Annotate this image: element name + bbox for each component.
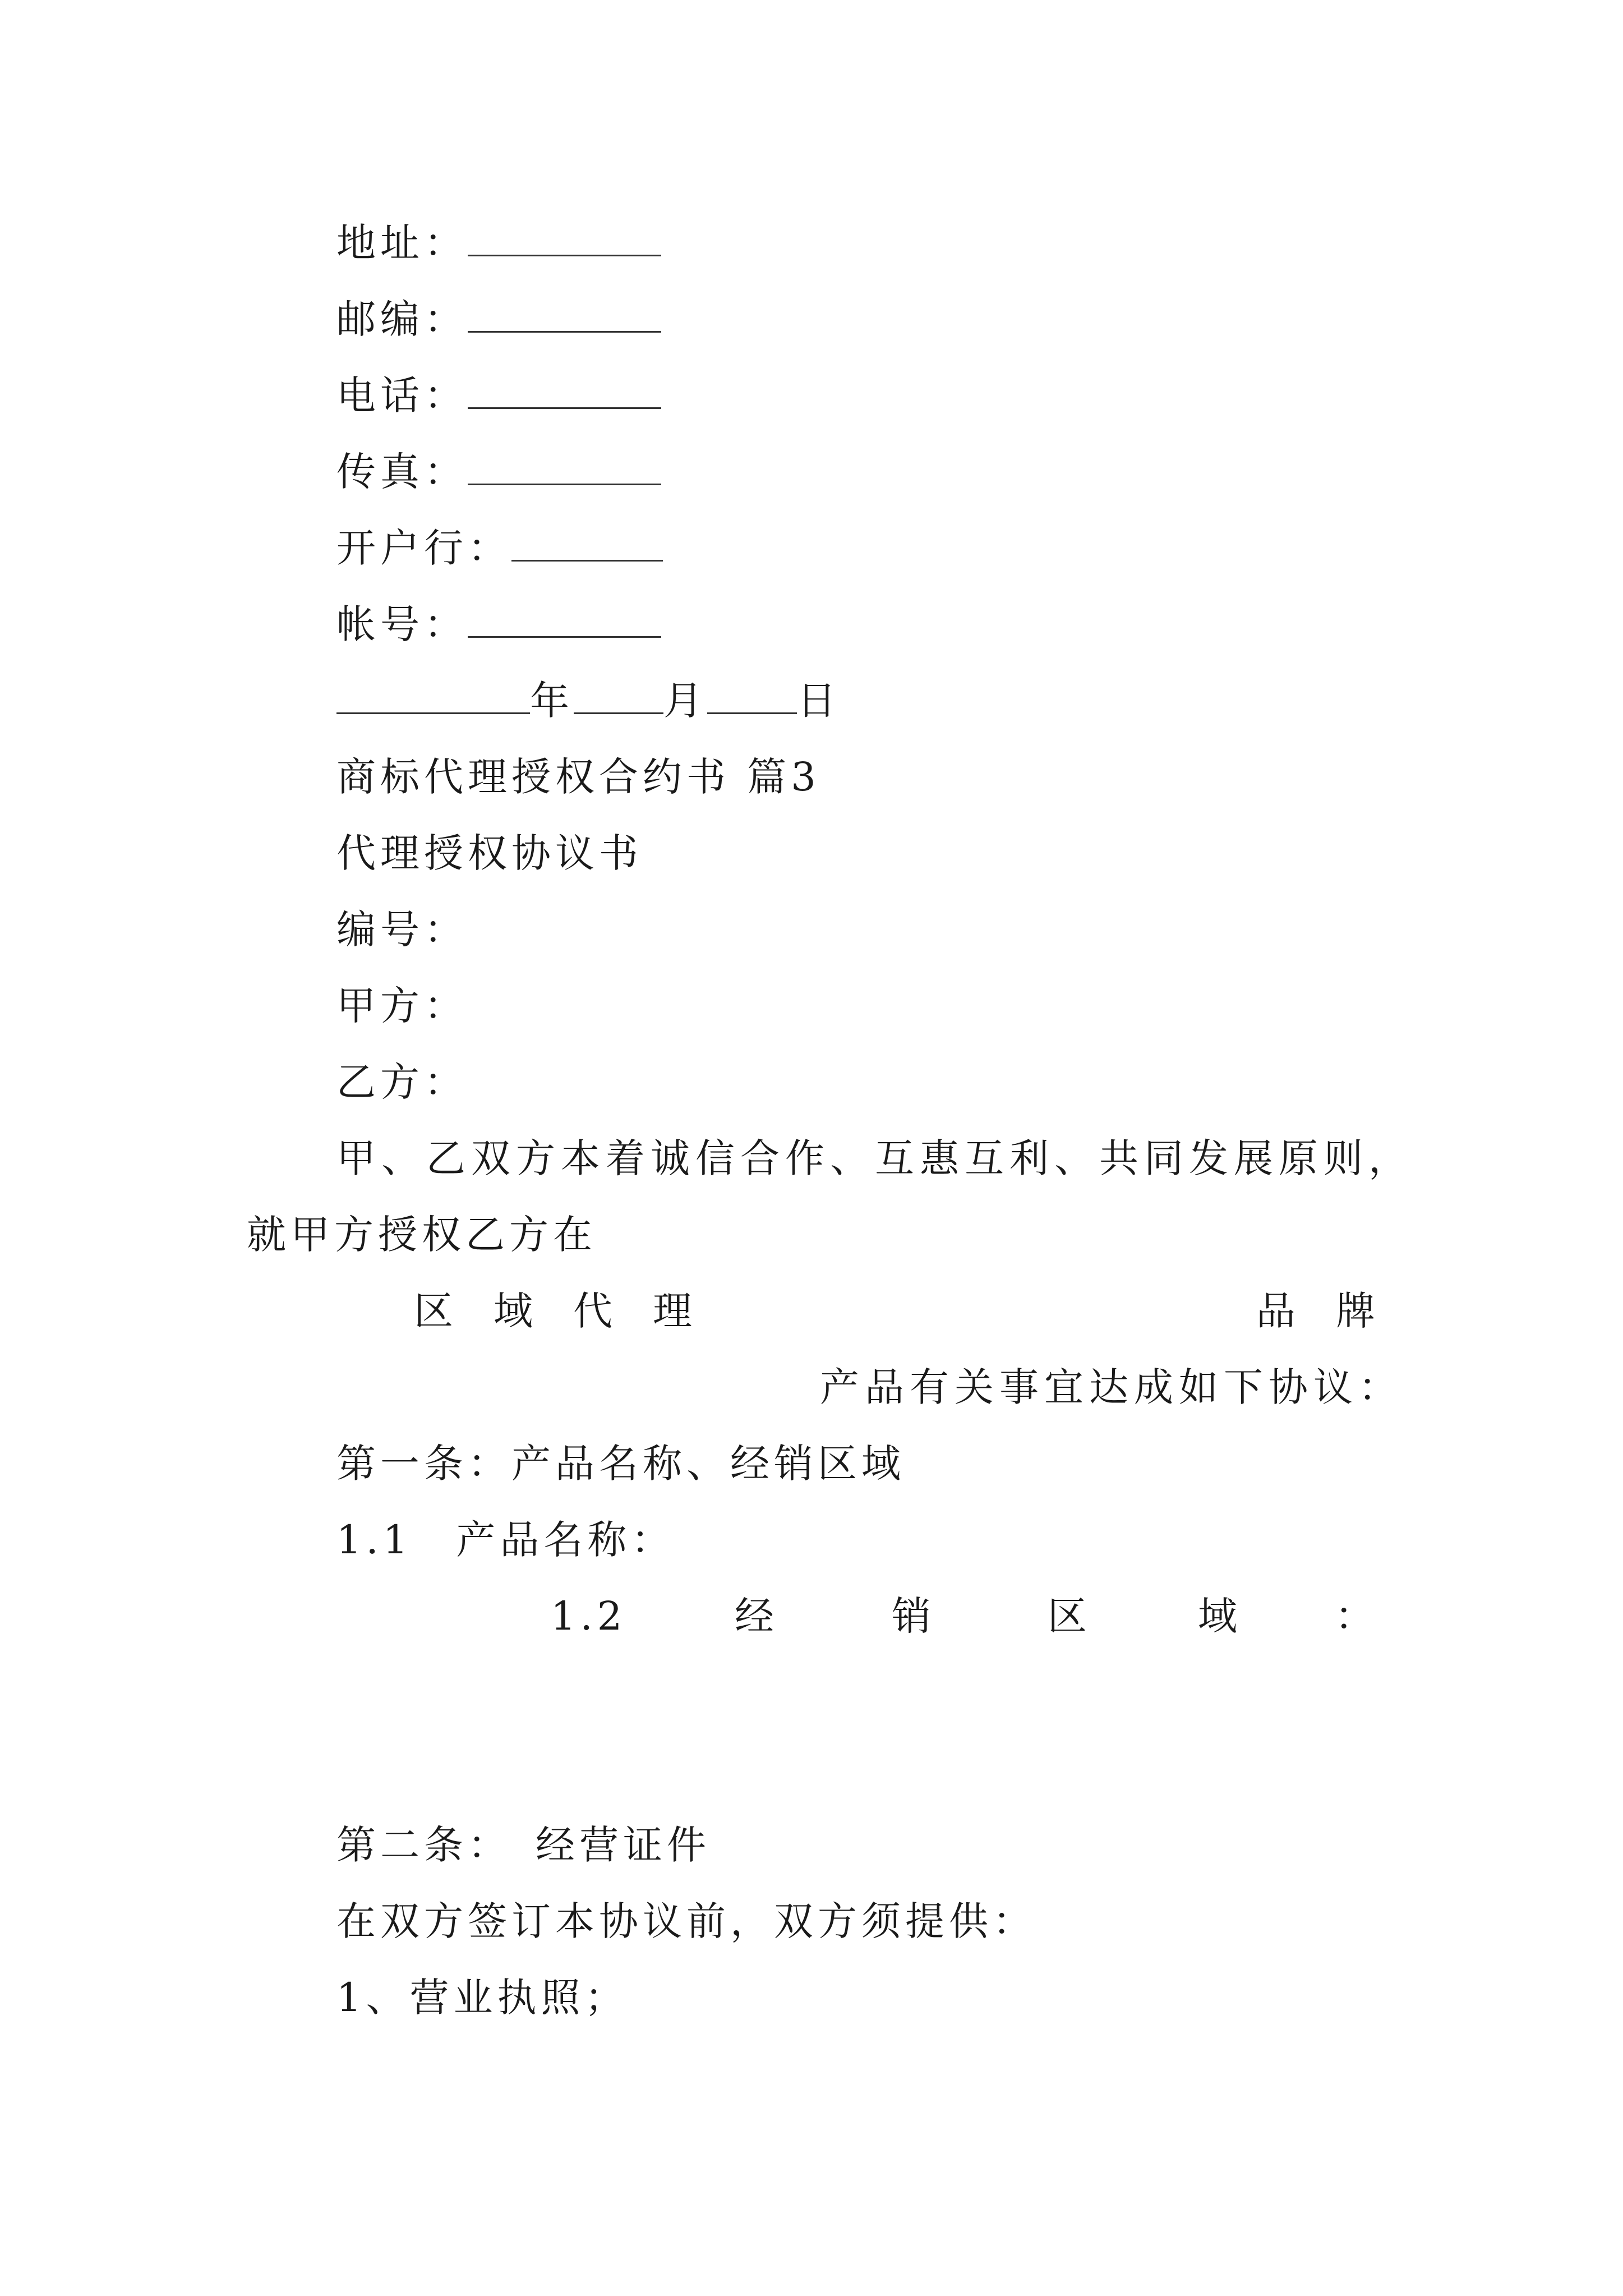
article1-item2-number: 1.2 — [551, 1593, 627, 1639]
party-b-label: 乙方： — [336, 1059, 468, 1105]
month-blank — [574, 681, 663, 714]
address-label: 地址： — [336, 220, 468, 266]
article2-title: 第二条： 经营证件 — [336, 1822, 711, 1868]
intro-line-2: 就甲方授权乙方在 — [247, 1212, 597, 1258]
bank-row — [336, 525, 663, 571]
year-blank — [336, 681, 530, 714]
section-heading: 商标代理授权合约书 篇3 — [336, 754, 820, 800]
postcode-row — [336, 296, 661, 342]
article1-item1: 1.1 产品名称： — [336, 1517, 675, 1563]
account-blank — [468, 605, 661, 638]
article1-item2-word-1: 经 — [735, 1593, 774, 1639]
phone-label: 电话： — [336, 372, 468, 418]
address-row — [336, 220, 661, 266]
fax-blank — [468, 452, 661, 485]
article2-item-1: 1、营业执照； — [336, 1975, 629, 2021]
intro-region-word-2: 域 — [494, 1288, 533, 1334]
month-label: 月 — [663, 678, 707, 724]
article1-item2-word-4: 域 — [1198, 1593, 1237, 1639]
address-blank — [468, 223, 661, 256]
article1-item2-word-5: ： — [1335, 1593, 1374, 1639]
postcode-label: 邮编： — [336, 296, 468, 342]
intro-region-word-1: 区 — [414, 1288, 453, 1334]
account-label: 帐号： — [336, 601, 468, 647]
year-label: 年 — [530, 678, 574, 724]
number-label: 编号： — [336, 907, 468, 953]
article1-item2-word-3: 区 — [1048, 1593, 1087, 1639]
phone-blank — [468, 376, 661, 409]
article1-title: 第一条：产品名称、经销区域 — [336, 1441, 905, 1487]
intro-line-4: 产品有关事宜达成如下协议： — [820, 1364, 1403, 1410]
intro-line-1: 甲、乙双方本着诚信合作、互惠互利、共同发展原则， — [336, 1135, 1413, 1181]
account-row — [336, 601, 661, 647]
day-label: 日 — [797, 678, 841, 724]
agreement-title: 代理授权协议书 — [336, 830, 643, 876]
fax-row — [336, 449, 661, 495]
intro-region-word-4: 理 — [653, 1288, 692, 1334]
phone-row — [336, 372, 661, 418]
article2-line-1: 在双方签订本协议前，双方须提供： — [336, 1898, 1036, 1944]
bank-blank — [511, 528, 663, 562]
fax-label: 传真： — [336, 449, 468, 495]
article1-item2-word-2: 销 — [892, 1593, 931, 1639]
intro-brand-word-2: 牌 — [1336, 1288, 1375, 1334]
day-blank — [707, 681, 797, 714]
party-a-label: 甲方： — [336, 983, 468, 1029]
postcode-blank — [468, 300, 661, 333]
bank-label: 开户行： — [336, 525, 511, 571]
date-row — [336, 678, 841, 724]
intro-brand-word-1: 品 — [1256, 1288, 1295, 1334]
intro-region-word-3: 代 — [573, 1288, 612, 1334]
